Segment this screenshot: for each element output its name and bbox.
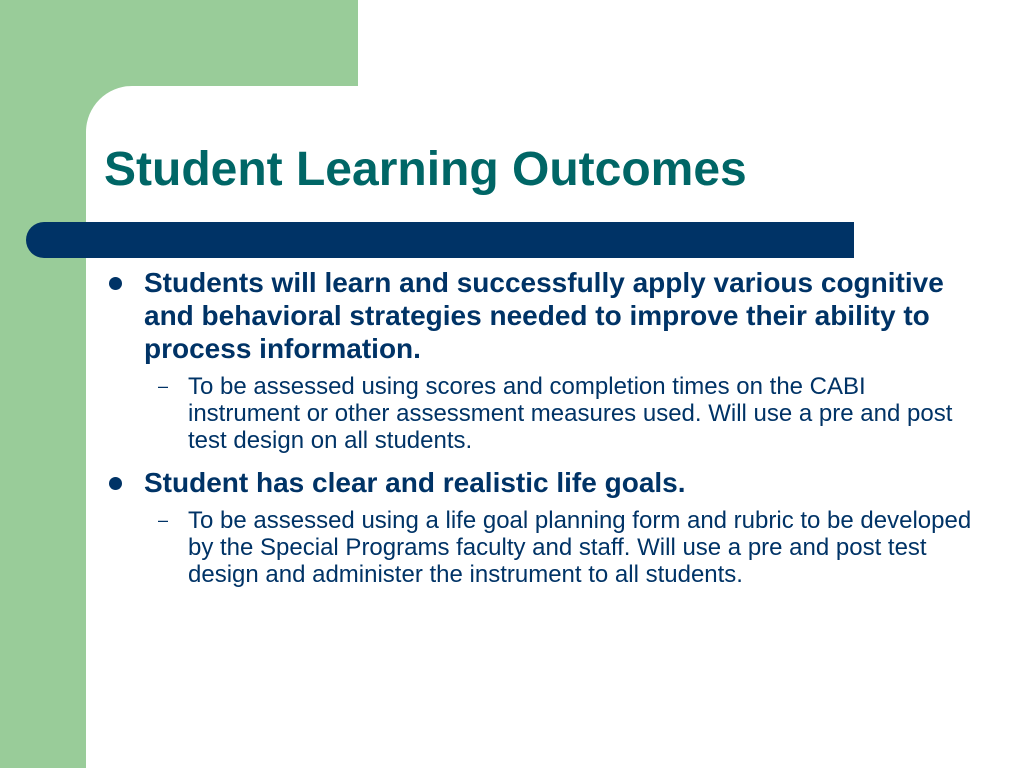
assessment-item [158,507,984,588]
outcome-bullet [104,266,984,365]
assessment-text: To be assessed using scores and completion times on the CABI instrument or other assessment measures used. Will use a pre and post test design on all students. [188,373,953,454]
dash-icon: – [158,510,169,530]
outcome-text: Students will learn and successfully apply various cognitive and behavioral strategies needed to improve their ability to process information. [144,267,944,364]
outcome-bullet [104,466,984,499]
slide-title: Student Learning Outcomes [104,143,747,196]
title-underline-bar [26,222,854,258]
outcomes-list [104,266,984,588]
bullet-dot-icon [109,277,122,290]
assessment-text: To be assessed using a life goal planning form and rubric to be developed by the Special Programs faculty and staff. Will use a pre and post test design and administer the instrument to all students. [188,507,972,588]
assessment-item [158,373,984,454]
outcome-text: Student has clear and realistic life goals. [144,467,686,498]
dash-icon: – [158,376,169,396]
bullet-dot-icon [109,477,122,490]
